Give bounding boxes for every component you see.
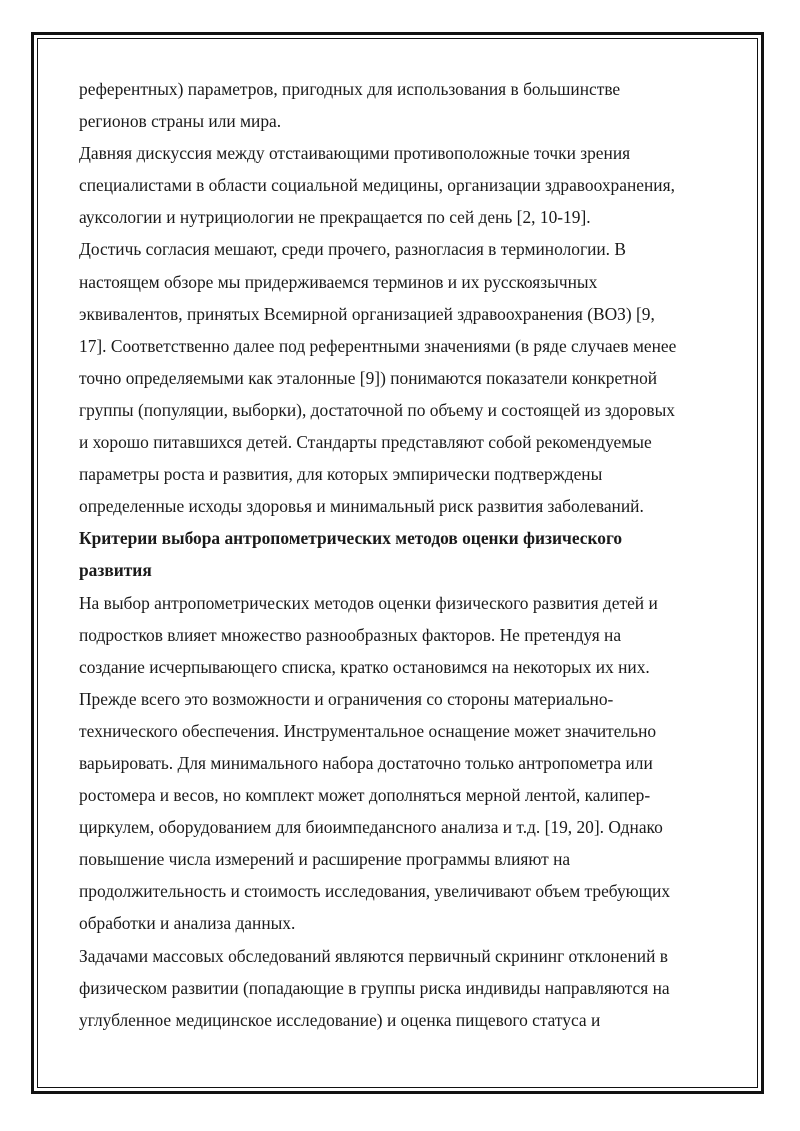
text-line: варьировать. Для минимального набора достаточно только антропометра или (79, 752, 653, 773)
text-line: регионов страны или мира. (79, 111, 282, 132)
text-line: обработки и анализа данных. (79, 913, 296, 934)
text-line: специалистами в области социальной медицины, организации здравоохранения, (79, 175, 675, 196)
section-heading: Критерии выбора антропометрических методов оценки физического (79, 528, 623, 549)
text-line: углубленное медицинское исследование) и оценка пищевого статуса и (79, 1009, 601, 1030)
text-line: референтных) параметров, пригодных для использования в большинстве (79, 79, 621, 99)
text-line: ауксологии и нутрициологии не прекращается по сей день [2, 10-19]. (79, 207, 591, 228)
text-line: и хорошо питавшихся детей. Стандарты представляют собой рекомендуемые (79, 432, 652, 453)
text-line: группы (популяции, выборки), достаточной по объему и состоящей из здоровых (79, 399, 675, 420)
text-line: подростков влияет множество разнообразных факторов. Не претендуя на (79, 624, 622, 645)
text-line: Задачами массовых обследований являются первичный скрининг отклонений в (79, 945, 668, 966)
text-line: циркулем, оборудованием для биоимпедансного анализа и т.д. [19, 20]. Однако (79, 817, 663, 838)
text-line: повышение числа измерений и расширение программы влияют на (79, 849, 571, 870)
document-body (79, 73, 739, 1036)
text-line: определенные исходы здоровья и минимальный риск развития заболеваний. (79, 496, 644, 517)
text-line: Достичь согласия мешают, среди прочего, разногласия в терминологии. В (79, 239, 626, 260)
text-line: Прежде всего это возможности и ограничения со стороны материально- (79, 688, 614, 709)
text-line: 17]. Соответственно далее под референтными значениями (в ряде случаев менее (79, 335, 677, 356)
text-line: продолжительность и стоимость исследования, увеличивают объем требующих (79, 881, 671, 902)
text-line: настоящем обзоре мы придерживаемся терминов и их русскоязычных (79, 271, 598, 292)
page-frame (31, 32, 764, 1094)
text-line: физическом развитии (попадающие в группы риска индивиды направляются на (79, 977, 670, 998)
text-line: технического обеспечения. Инструментальное оснащение может значительно (79, 720, 657, 741)
text-line: параметры роста и развития, для которых эмпирически подтверждены (79, 464, 603, 485)
section-heading: развития (79, 560, 152, 581)
text-line: ростомера и весов, но комплект может дополняться мерной лентой, калипер- (79, 785, 651, 806)
text-line: Давняя дискуссия между отстаивающими противоположные точки зрения (79, 143, 631, 164)
text-line: точно определяемыми как эталонные [9]) понимаются показатели конкретной (79, 367, 658, 388)
text-line: На выбор антропометрических методов оценки физического развития детей и (79, 592, 658, 613)
text-line: создание исчерпывающего списка, кратко остановимся на некоторых их них. (79, 656, 650, 677)
text-line: эквивалентов, принятых Всемирной организацией здравоохранения (ВОЗ) [9, (79, 303, 655, 324)
